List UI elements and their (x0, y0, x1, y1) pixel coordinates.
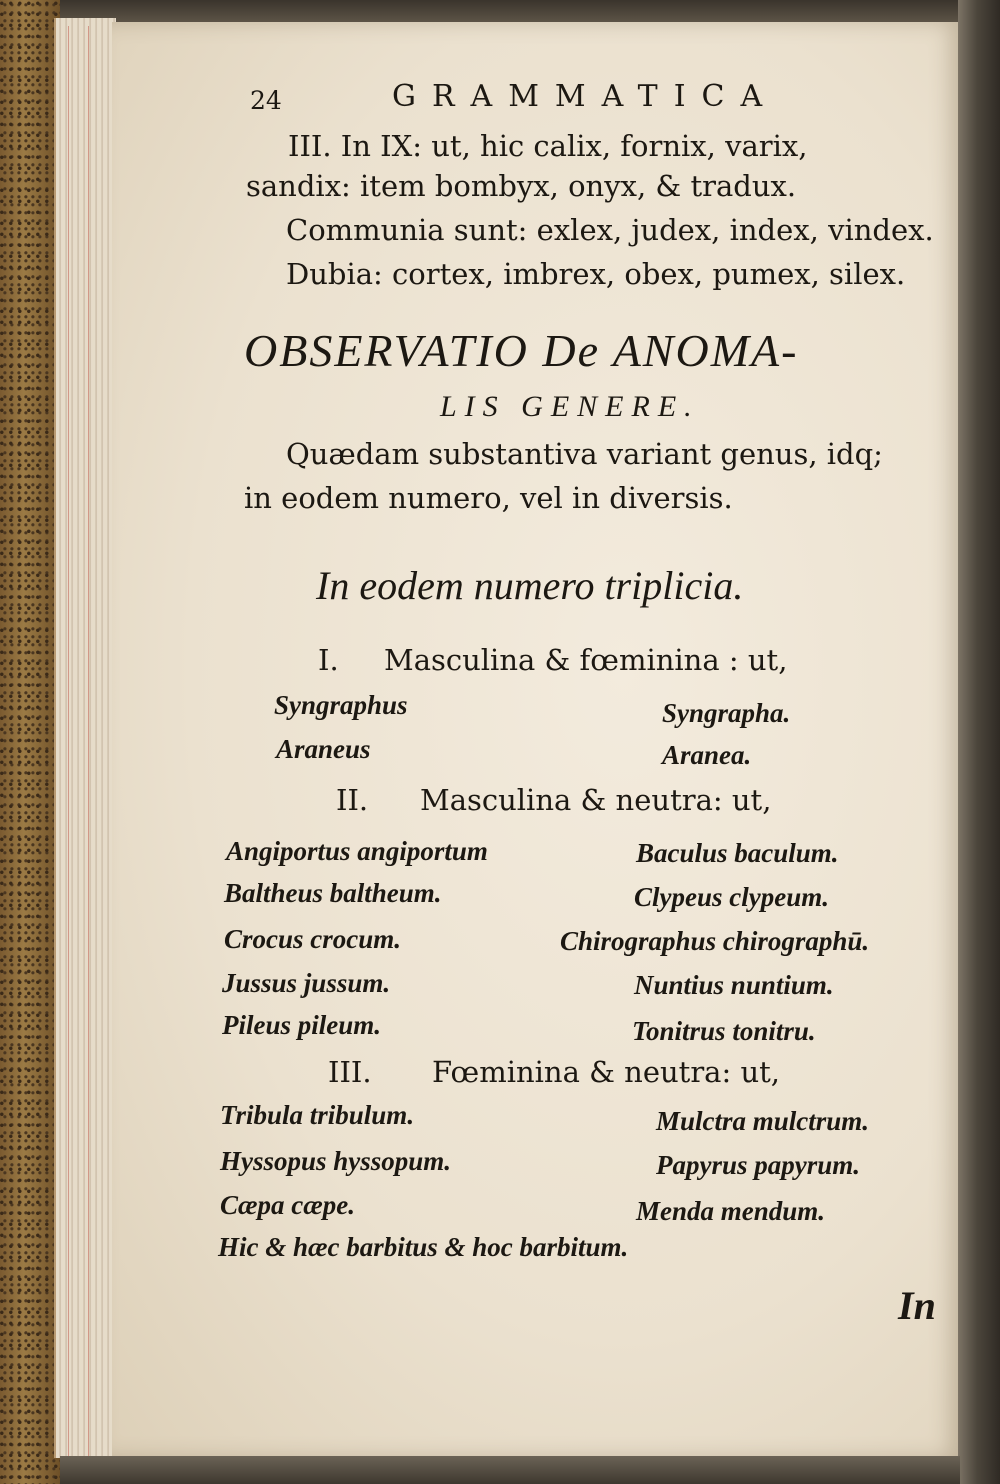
word-right: Chirographus chirographū. (560, 926, 870, 956)
word-left: Araneus (276, 734, 371, 764)
group-i-label: I. (318, 643, 339, 677)
group-iii-title: Fœminina & neutra: ut, (432, 1055, 781, 1089)
word-right: Menda mendum. (636, 1196, 826, 1226)
word-left: Angiportus angiportum (226, 836, 488, 866)
page-number: 24 (250, 86, 282, 115)
group-iii-last-line: Hic & hæc barbitus & hoc barbitum. (218, 1232, 629, 1262)
word-left: Crocus crocum. (224, 924, 402, 954)
word-left: Jussus jussum. (222, 968, 391, 998)
word-right: Syngrapha. (662, 698, 791, 728)
word-right: Aranea. (662, 740, 752, 770)
section-iii-line: sandix: item bombyx, onyx, & tradux. (246, 169, 797, 203)
group-ii-label: II. (336, 783, 369, 817)
word-left: Hyssopus hyssopum. (220, 1146, 452, 1176)
group-i-title: Masculina & fœminina : ut, (384, 643, 788, 677)
intro-line: in eodem numero, vel in diversis. (244, 481, 733, 515)
observatio-heading-cont: LIS GENERE. (440, 390, 700, 423)
word-left: Baltheus baltheum. (224, 878, 442, 908)
red-rule-line (68, 26, 69, 1456)
word-left: Pileus pileum. (222, 1010, 382, 1040)
top-cover-edge (0, 0, 1000, 22)
word-right: Papyrus papyrum. (656, 1150, 861, 1180)
subheading: In eodem numero triplicia. (316, 563, 744, 608)
word-right: Nuntius nuntium. (634, 970, 834, 1000)
word-right: Clypeus clypeum. (634, 882, 829, 912)
group-ii-title: Masculina & neutra: ut, (420, 783, 772, 817)
right-page-edge (958, 0, 1000, 1484)
observatio-heading: OBSERVATIO De ANOMA- (244, 325, 799, 376)
word-left: Syngraphus (274, 690, 408, 720)
word-right: Mulctra mulctrum. (656, 1106, 870, 1136)
word-right: Baculus baculum. (636, 838, 839, 868)
red-rule-line (88, 26, 89, 1456)
page-stack-edge (54, 18, 116, 1458)
catchword: In (898, 1283, 936, 1328)
word-left: Cæpa cæpe. (220, 1190, 355, 1220)
intro-line: Quædam substantiva variant genus, idq; (286, 437, 883, 471)
section-iii-line: Communia sunt: exlex, judex, index, vindex. (286, 213, 934, 247)
section-iii-line: III. In IX: ut, hic calix, fornix, varix, (288, 129, 808, 163)
word-right: Tonitrus tonitru. (632, 1016, 816, 1046)
bottom-cover-edge (60, 1456, 960, 1484)
marbled-cover (0, 0, 60, 1484)
word-left: Tribula tribulum. (220, 1100, 415, 1130)
running-head: GRAMMATICA (392, 79, 779, 114)
group-iii-label: III. (328, 1055, 372, 1089)
section-iii-line: Dubia: cortex, imbrex, obex, pumex, silex. (286, 257, 906, 291)
